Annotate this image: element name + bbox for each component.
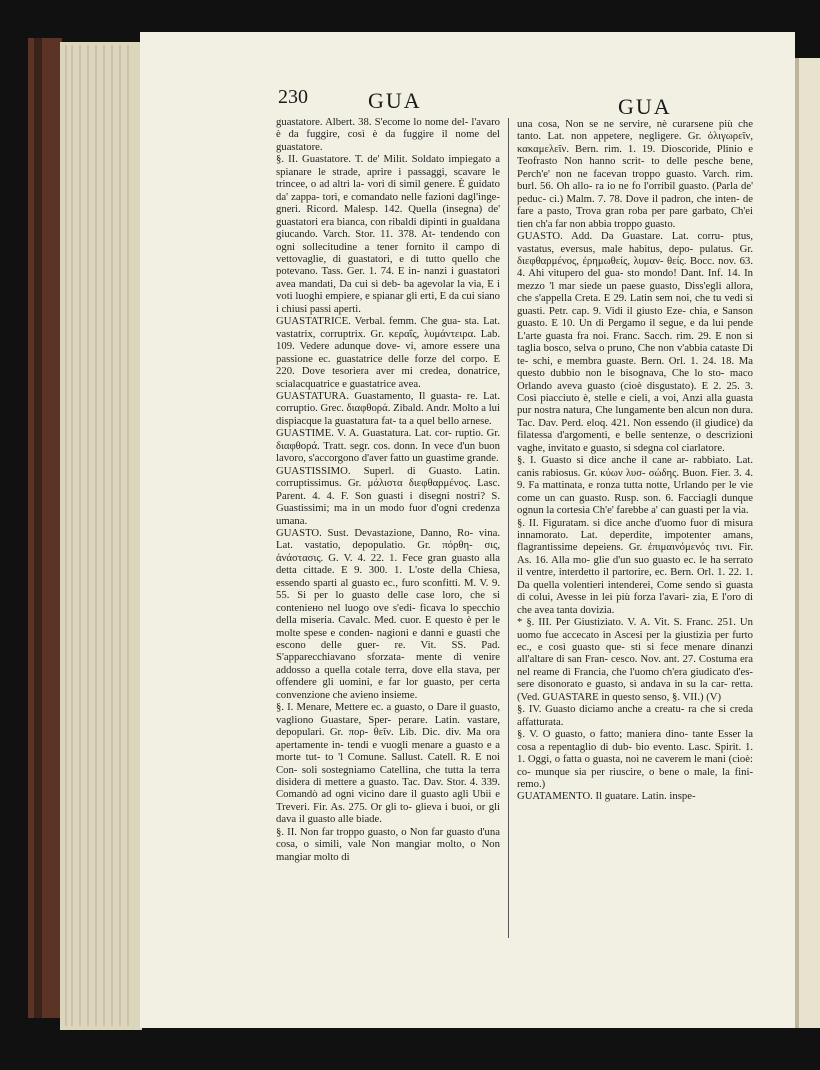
entry-paragraph: * §. III. Per Giustiziato. V. A. Vit. S. Franc. 251. Un uomo fue accecato in Ascesi per la giustizia per furto ec., e così guasto que- sti si fece menare dinanzi all'altare di san Fran- cesco. Nov. ant. 27. Costuma era nel reame di Francia, che l'uomo ch'era giudicato d'es- sere disonorato e guasto, sì andava in su la car- retta. (Ved. GUASTARE in questo senso, §. VII.) (V) bbox=[517, 616, 753, 703]
running-headword-left: GUA bbox=[368, 88, 422, 113]
entry-paragraph: GUASTO. Sust. Devastazione, Danno, Ro- vina. Lat. vastatio, depopulatio. Gr. πόρθη- σις, ἀνάστασις. G. V. 4. 22. 1. Fece gran guasto alla detta cittade. E 9. 300. 1. L'oste della Chiesa, essendo sparti al guasto ec., furo sconfitti. M. V. 9. 55. Si per lo guasto delle case loro, che si conteniено nel luogo ove s'edi- ficava lo specchio della miseria. Cavalc. Med. cuor. E questo è per le molte spese e conden- nagioni e danni e guasti che escono delle guer- re. Vit. SS. Pad. S'apparecchiavano sforzata- mente di venire addosso a quella cotale terra, dove ella stava, per offendere gli uomini, e far lor guasto, per certa convenzione che avieno insieme. bbox=[276, 526, 500, 701]
entry-paragraph: §. II. Figuratam. si dice anche d'uomo fuor di misura innamorato. Lat. deperdite, impotenter amans, flagrantissime depeiens. Gr. ἐπιμαινόμενός τινι. Fir. As. 16. Alla mo- glie d'un suo guasto ec. le ha serrato il ventre, interdetto il partorire, ec. Bern. Orl. 1. 22. 1. Da quella volentieri intenderei, Come sendo sì guasta di colui, Avesse in lei più forza l'avari- zia, E l'oro di che avea tanta dovizia. bbox=[517, 516, 753, 616]
entry-paragraph: GUASTIME. V. A. Guastatura. Lat. cor- ruptio. Gr. διαφθορά. Tratt. segr. cos. donn. In vece d'un buon lavoro, s'accorgono d'aver fatto un guastime grande. bbox=[276, 427, 500, 465]
book-spine-left bbox=[28, 38, 62, 1018]
entry-paragraph: GUASTISSIMO. Superl. di Guasto. Latin. corruptissimus. Gr. μάλιστα διεφθαρμένος. Lasc. Parent. 4. 4. F. Son guasti i disegni nostri? S. Guastissimi; ma in un modo fuor d'ogni credenza umana. bbox=[276, 464, 500, 527]
entry-paragraph: §. V. O guasto, o fatto; maniera dino- tante Esser la cosa a repentaglio di dub- bio evento. Lasc. Spirit. 1. 1. Oggi, o fatta o guasta, noi ne caverem le mani (cioè: co- munque sia per riuscire, o bene o male, la fini- remo.) bbox=[517, 728, 753, 791]
entry-paragraph: §. I. Guasto si dice anche il cane ar- rabbiato. Lat. canis rabiosus. Gr. κύων λυσ- σώδης. Buon. Fier. 3. 4. 9. Fa mattinata, e ronza tutta notte, Urlando per le vie come un can guasto. Rusp. son. 6. Facciagli dunque ognun la cortesia Ch'e' farebbe a' can guasti per la via. bbox=[517, 454, 753, 517]
entry-paragraph: una cosa, Non se ne servire, nè curarsene più che tanto. Lat. non appetere, negligere. Gr. ὀλιγωρεῖν, κακαμελεῖν. Bern. rim. 1. 19. Dioscoride, Plinio e Teofrasto Non hanno scrit- to delle pesche bene, Perch'e' non ne facevan troppo guasto. Varch. rim. burl. 56. Oh allo- ra io ne fo l'orribil guasto. (Parla de' peduc- ci.) Malm. 7. 78. Dove il padron, che inten- de fare a pasto, Trova gran roba per pare garbato, Ch'ei tien ch'a far non abbia troppo guasto. bbox=[517, 118, 753, 230]
entry-paragraph: §. II. Guastatore. T. de' Milit. Soldato impiegato a spianare le strade, aprire i passaggi, scavare le trincee, o ad altri la- vori di simil genere. È guidato da' zappa- tori, e comandato nelle fazioni dagl'inge- gneri. Ricord. Malesp. 142. Quella (insegna) de' guastatori era bianca, con ribaldi dipinti in gualdana giucando. Varch. Stor. 11. 378. At- tendendo con ogni sollecitudine a tener fornito il campo di vettovaglie, di guastatori, e di tutto quello che potevano. Tass. Ger. 1. 74. E in- nanzi i guastatori avea mandati, Da cui si deb- ba agevolar la via, E i voti luoghi empiere, e spianar gli erti, E da cui siano i chiusi passi aperti. bbox=[276, 153, 500, 315]
entry-paragraph: guastatore. Albert. 38. S'ecome lo nome del- l'avaro è da fuggire, così è da fuggire il nome del guastatore. bbox=[276, 116, 500, 153]
entry-paragraph: §. I. Menare, Mettere ec. a guasto, o Dare il guasto, vagliono Guastare, Sper- perare. Latin. vastare, depopulari. Gr. πορ- θεῖν. Lib. Dic. div. Ma ora apertamente in- tendi e vuogli menare a guasto e a morte tut- to 'l Comune. Sallust. Catell. R. E noi Con- soli sostegniamo Catellina, che tutta la terra disidera di mettere a guasto. Tac. Dav. Stor. 4. 339. Comandò ad ogni vicino dare il guasto agli Ubii e Treveri. Fir. As. 275. Or gli to- glieva i buoi, or gli dava il guasto alle biade. bbox=[276, 701, 500, 826]
running-headword-right: GUA bbox=[618, 94, 672, 119]
page-number: 230 bbox=[278, 86, 308, 108]
entry-paragraph: GUATAMENTO. Il guatare. Latin. inspe- bbox=[517, 790, 696, 803]
entry-paragraph: GUASTATRICE. Verbal. femm. Che gua- sta. Lat. vastatrix, corruptrix. Gr. κεραΐς, λυμάντειρα. Lab. 109. Vedere adunque dove- vi, amore essere una passione ec. guastatrice delle forze del corpo. E 220. Dove tesoriera aver mi credea, donatrice, scialacquatrice e guastatrice avea. bbox=[276, 315, 500, 390]
right-column bbox=[517, 118, 753, 946]
column-divider bbox=[508, 118, 509, 938]
left-column bbox=[276, 116, 500, 938]
entry-paragraph: §. IV. Guasto diciamo anche a creatu- ra che si creda affatturata. bbox=[517, 703, 753, 728]
entry-paragraph: GUASTO. Add. Da Guastare. Lat. corru- ptus, vastatus, eversus, male habitus, depo- pulatus. Gr. διεφθαρμένος, ἐρημωθείς, λυμαν- θείς. Bocc. nov. 63. 4. Ahi vitupero del gua- sto mondo! Dant. Inf. 14. In mezzo 'l mar siede un paese guasto, Diss'egli allora, che s'appella Creta. E 29. Latin sem noi, che tu vedi sì guasti. Petr. cap. 9. Vidi il giusto Eze- chia, e Sanson guasto. E 10. Un di Pergamo il segue, e da lui pende L'arte guasta fra noi. Franc. Sacch. rim. 29. E non si taglia bosco, selva o pruno, Che non v'abbia cataste Di te- schi, e membra guaste. Bern. Orl. 1. 24. 18. Ma questo dubbio non le bisognava, Che lo sto- maco Orlando aveva guasto (cioè disgustato). E 2. 25. 3. Così piacciuto è, stelle e cieli, a voi, Anzi alla guasta pur nostra natura, Che lungamente ben alcun non dura. Tac. Dav. Perd. eloq. 421. Non essendo (il giudice) da filatessa d'argomenti, e belle sentenze, o descrizioni vaghe, invitato e guasto, si sdegna col ciarlatore. bbox=[517, 230, 753, 454]
entry-paragraph: §. II. Non far troppo guasto, o Non far guasto d'una cosa, o simili, vale Non mangiar molto, o Non mangiar molto di bbox=[276, 825, 500, 863]
entry-paragraph: GUASTATURA. Guastamento, Il guasta- re. Lat. corruptio. Grec. διαφθορά. Zibald. Andr. Molto a lui dispiacque la guastatura fat- ta a quel bello arnese. bbox=[276, 389, 500, 427]
